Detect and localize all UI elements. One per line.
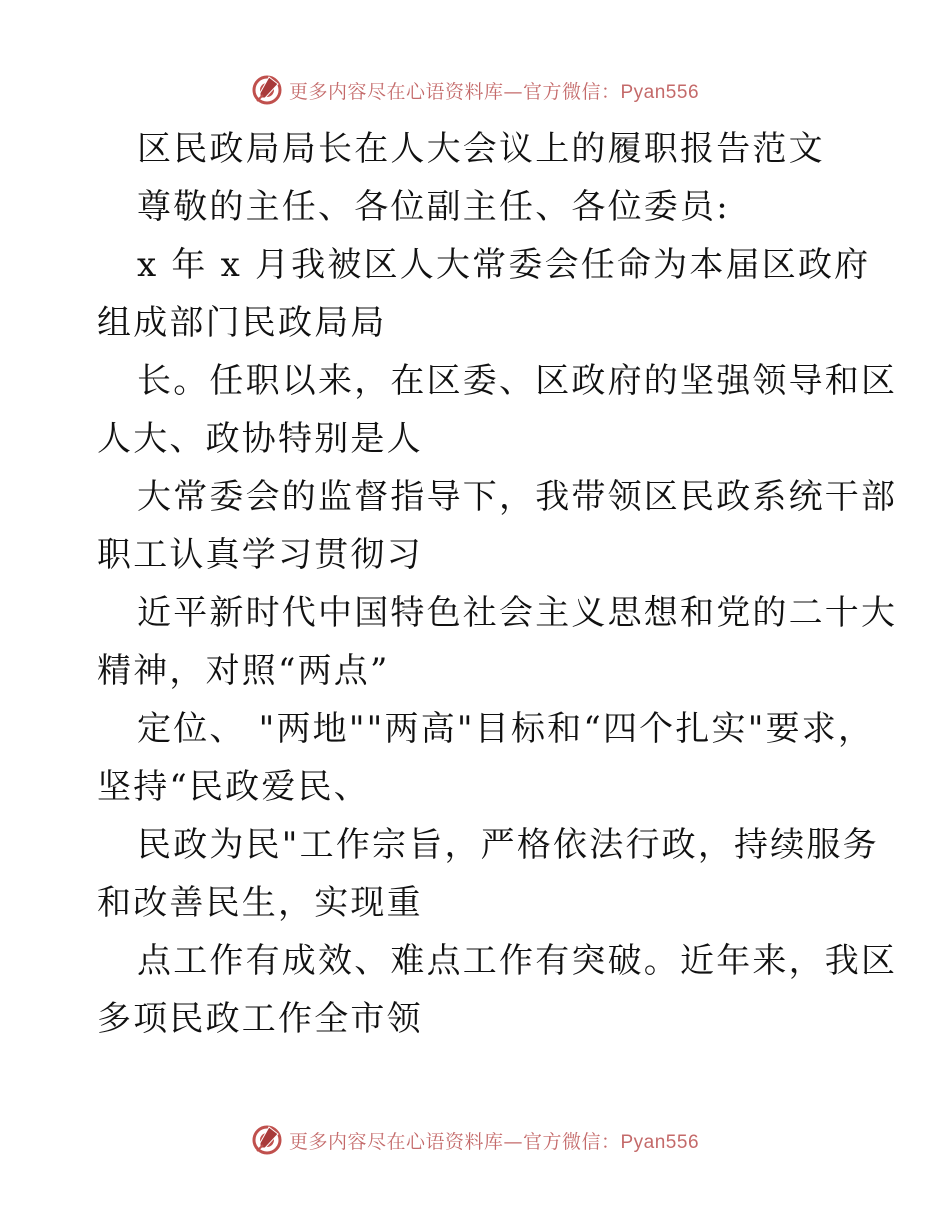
body-line: 大常委会的监督指导下，我带领区民政系统干部 xyxy=(137,477,898,517)
pen-circle-logo-icon xyxy=(251,74,283,106)
footer-banner-text xyxy=(289,1127,699,1154)
document-body xyxy=(97,120,898,1048)
body-line: 定位、 "两地""两高"目标和“四个扎实"要求， xyxy=(137,709,875,749)
body-line: 人大、政协特别是人 xyxy=(97,419,423,459)
footer-banner xyxy=(0,1120,950,1160)
body-line: 民政为民"工作宗旨，严格依法行政，持续服务 xyxy=(137,825,879,865)
body-line: 精神，对照“两点” xyxy=(97,651,390,691)
document-title: 区民政局局长在人大会议上的履职报告范文 xyxy=(137,129,825,169)
body-line: x 年 x 月我被区人大常委会任命为本届区政府 xyxy=(137,245,871,285)
body-line: 点工作有成效、难点工作有突破。近年来，我区 xyxy=(137,941,898,981)
body-line: 和改善民生，实现重 xyxy=(97,883,423,923)
header-wechat-id: Pyan556 xyxy=(620,81,700,103)
footer-wechat-id: Pyan556 xyxy=(620,1131,700,1153)
body-line: 组成部门民政局局 xyxy=(97,303,387,343)
body-line: 多项民政工作全市领 xyxy=(97,999,423,1039)
body-line: 长。任职以来，在区委、区政府的坚强领导和区 xyxy=(137,361,898,401)
header-banner-text xyxy=(289,77,699,104)
pen-circle-logo-icon xyxy=(251,1124,283,1156)
body-line: 职工认真学习贯彻习 xyxy=(97,535,423,575)
salutation: 尊敬的主任、各位副主任、各位委员: xyxy=(137,187,730,227)
footer-banner-label: 更多内容尽在心语资料库—官方微信： xyxy=(288,1130,621,1153)
header-banner xyxy=(0,70,950,110)
body-line: 坚持“民政爱民、 xyxy=(97,767,370,807)
header-banner-label: 更多内容尽在心语资料库—官方微信： xyxy=(288,80,621,103)
header-banner-inner xyxy=(251,74,699,106)
body-line: 近平新时代中国特色社会主义思想和党的二十大 xyxy=(137,593,898,633)
footer-banner-inner xyxy=(251,1124,699,1156)
